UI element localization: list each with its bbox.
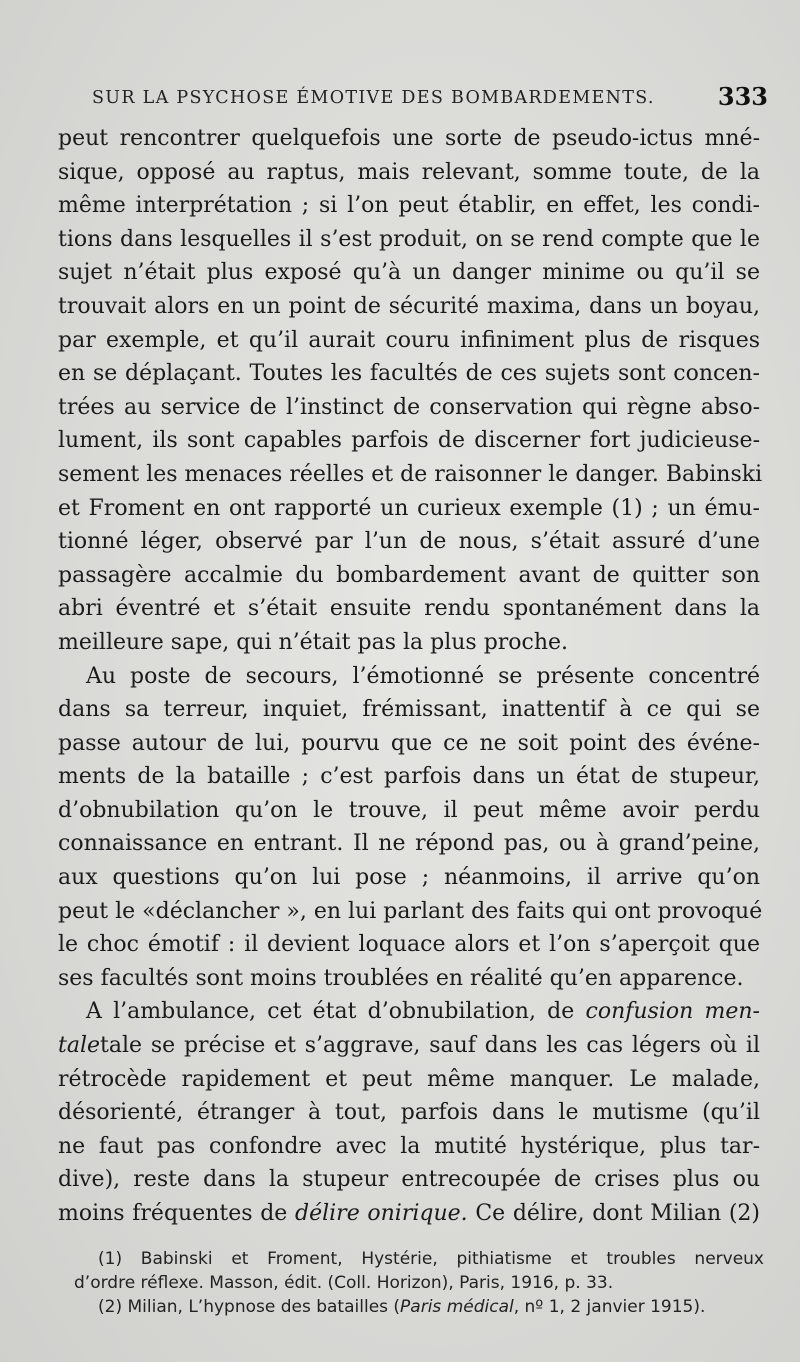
text-segment: Ce délire, dont Milian (2) <box>467 1201 760 1226</box>
text-segment: A l’ambulance, cet état d’obnubilation, de <box>86 999 586 1025</box>
text-segment: tale se précise et s’aggrave, sauf dans les cas légers où il <box>100 1033 760 1059</box>
text-line: trées au service de l’instinct de conservation qui règne abso- <box>58 394 760 420</box>
text-line <box>58 1029 760 1063</box>
page-number: 333 <box>717 82 768 111</box>
footnote-2 <box>74 1295 764 1319</box>
text-line: meilleure sape, qui n’était pas la plus proche. <box>58 629 569 655</box>
text-line: dans sa terreur, inquiet, frémissant, inattentif à ce qui se <box>58 697 760 723</box>
text-line: passe autour de lui, pourvu que ce ne soit point des événe- <box>58 730 760 756</box>
footnotes <box>74 1247 764 1319</box>
text-line: lument, ils sont capables parfois de discerner fort judicieuse- <box>58 428 760 454</box>
text-line: trouvait alors en un point de sécurité maxima, dans un boyau, <box>58 293 760 319</box>
footnote-text: (2) Milian, L’hypnose des batailles ( <box>98 1297 401 1317</box>
text-line: aux questions qu’on lui pose ; néanmoins, il arrive qu’on <box>58 865 760 891</box>
text-line: d’obnubilation qu’on le trouve, il peut même avoir perdu <box>58 797 760 823</box>
footnote-1-line: d’ordre réflexe. Masson, édit. (Coll. Horizon), Paris, 1916, p. 33. <box>74 1273 614 1293</box>
text-line: le choc émotif : il devient loquace alors et l’on s’aperçoit que <box>58 932 760 958</box>
text-line: tionné léger, observé par l’un de nous, s’était assuré d’une <box>58 529 760 555</box>
text-line: ses facultés sont moins troublées en réalité qu’en apparence. <box>58 965 744 991</box>
text-line: dive), reste dans la stupeur entrecoupée de crises plus ou <box>58 1167 760 1193</box>
italic-term: confusion men- <box>585 999 760 1025</box>
text-line: par exemple, et qu’il aurait couru infiniment plus de risques <box>58 327 760 353</box>
text-line: ne faut pas confondre avec la mutité hystérique, plus tar- <box>58 1133 760 1159</box>
text-line: désorienté, étranger à tout, parfois dans le mutisme (qu’il <box>58 1100 760 1126</box>
paragraph-start <box>58 995 760 1029</box>
text-line: connaissance en entrant. Il ne répond pas, ou à grand’peine, <box>58 831 760 857</box>
text-line <box>58 1197 760 1231</box>
text-line: même interprétation ; si l’on peut établir, en effet, les condi- <box>58 193 760 219</box>
text-line: sujet n’était plus exposé qu’à un danger minime ou qu’il se <box>58 260 760 286</box>
text-line: peut le «déclancher », en lui parlant des faits qui ont provoqué <box>58 898 763 924</box>
paragraph-start: Au poste de secours, l’émotionné se présente concentré <box>86 663 760 689</box>
body-text <box>58 122 763 1231</box>
text-line: et Froment en ont rapporté un curieux exemple (1) ; un ému- <box>58 495 760 521</box>
text-line: peut rencontrer quelquefois une sorte de pseudo-ictus mné- <box>58 126 760 151</box>
italic-term: délire onirique. <box>295 1201 468 1226</box>
text-line: ments de la bataille ; c’est parfois dans un état de stupeur, <box>58 764 760 790</box>
italic-term: tale <box>58 1033 101 1059</box>
running-head <box>92 82 768 118</box>
text-segment: moins fréquentes de <box>58 1201 295 1226</box>
text-line: en se déplaçant. Toutes les facultés de ces sujets sont concen- <box>58 361 760 387</box>
running-title: SUR LA PSYCHOSE ÉMOTIVE DES BOMBARDEMENTS. <box>92 88 655 108</box>
text-line: rétrocède rapidement et peut même manquer. Le malade, <box>58 1066 760 1092</box>
footnote-text: , nº 1, 2 janvier 1915). <box>513 1297 706 1317</box>
text-line: abri éventré et s’était ensuite rendu spontanément dans la <box>58 596 760 622</box>
text-line: sique, opposé au raptus, mais relevant, somme toute, de la <box>58 159 760 185</box>
text-line: tions dans lesquelles il s’est produit, on se rend compte que le <box>58 226 760 252</box>
footnote-journal: Paris médical <box>400 1297 514 1317</box>
footnote-1-line: (1) Babinski et Froment, Hystérie, pithiatisme et troubles nerveux <box>98 1249 764 1269</box>
text-line: sement les menaces réelles et de raisonner le danger. Babinski <box>58 461 763 487</box>
text-line: passagère accalmie du bombardement avant de quitter son <box>58 562 760 588</box>
